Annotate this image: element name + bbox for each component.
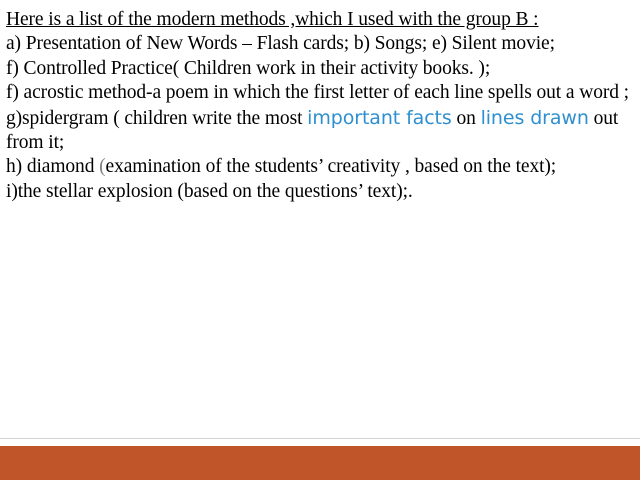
- item-g-text-3: out from it;: [6, 107, 619, 154]
- list-item-i-stellar-explosion: i)the stellar explosion (based on the questions’ text);.: [6, 180, 413, 202]
- item-h-paren: (: [99, 156, 106, 178]
- list-item-g-spidergram: [6, 106, 634, 156]
- item-h-text-2: examination of the students’ creativity , based on the text);: [105, 156, 557, 178]
- footer-bar: [0, 446, 640, 480]
- slide-text-body: [6, 8, 634, 204]
- list-item-f-controlled-practice: f) Controlled Practice( Children work in their activity books. );: [6, 57, 491, 79]
- item-g-text-2: on: [451, 107, 481, 129]
- list-item-f-acrostic: f) acrostic method-a poem in which the first letter of each line spells out a word ;: [6, 82, 629, 104]
- item-g-highlight-lines-drawn: lines drawn: [480, 106, 589, 129]
- list-item-h-diamond: [6, 155, 634, 179]
- list-item-a-b-e: a) Presentation of New Words – Flash cards; b) Songs; e) Silent movie;: [6, 33, 555, 55]
- footer-divider: [0, 438, 640, 439]
- item-g-text-1: g)spidergram ( children write the most: [6, 107, 308, 129]
- item-g-highlight-important-facts: important facts: [307, 106, 452, 129]
- slide-heading: Here is a list of the modern methods ,which I used with the group B :: [6, 9, 539, 30]
- item-h-text-1: h) diamond: [6, 156, 100, 178]
